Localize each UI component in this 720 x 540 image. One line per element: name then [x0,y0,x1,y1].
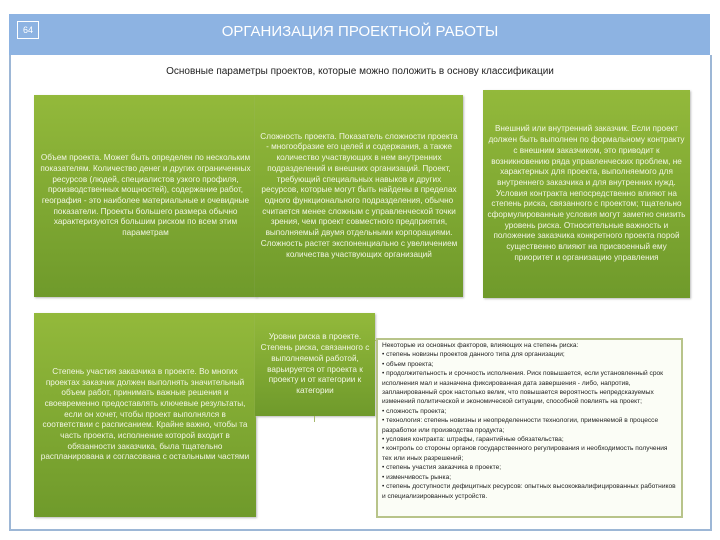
subtitle: Основные параметры проектов, которые можно положить в основу классификации [166,66,554,77]
box-risk-levels: Уровни риска в проекте. Степень риска, связанного с выполняемой работой, варьируется от проекта к проекту и от категории к категории [255,313,375,416]
box-customer-participation: Степень участия заказчика в проекте. Во многих проектах заказчик должен выполнять значительный объем работ, принимать важные решения и своевременно предоставлять ключевые результаты, если он хочет, чтобы проект выполнялся в соответствии с расписанием. Крайне важно, чтобы та часть проекта, исполнение которой входит в обязанности заказчика, была тщательно распланирована и согласована с остальными частями [34,313,256,517]
factor-item: • условия контракта: штрафы, гарантийные обязательства; [382,436,564,444]
factor-item: • объем проекта; [382,360,434,368]
factor-item: • степень доступности дефицитных ресурсов: опытных высококвалифицированных работников и специализированных устройств. [382,483,676,500]
box-project-volume: Объем проекта. Может быть определен по нескольким показателям. Количество денег и других ограниченных ресурсов (людей, специалистов узкого профиля, производственных мощностей), содержание работ, география - это наиболее материальные и очевидные показатели. Проекты большего размера обычно характеризуются большим риском по всем этим параметрам [34,95,257,297]
box-customer-type: Внешний или внутренний заказчик. Если проект должен быть выполнен по формальному контракту с внешним заказчиком, это приводит к возникновению ряда управленческих проблем, не характерных для проекта, выполняемого для внутреннего заказчика и для внутренних нужд. Условия контракта непосредственно влияют на степень риска, связанного с проектом; тщательно сформулированные условия могут заметно снизить уровень риска. Относительные важность и положение заказчика конкретного проекта порой существенно влияют на присвоенный ему приоритет и организацию управления [483,90,690,298]
factor-item: • продолжительность и срочность исполнения. Риск повышается, если установленный срок исполнения мал и назначена фиксированная дата завершения - либо, напротив, запланированный срок настолько велик, что повышается вероятность непредсказуемых изменений политической и экономической ситуации, способной повлиять на проект; [382,370,664,406]
factor-item: • степень участия заказчика в проекте; [382,464,502,472]
factor-item: • технология: степень новизны и неопределенности технологии, применяемой в процессе разработки или производства продукта; [382,417,659,434]
factor-item: • степень новизны проектов данного типа для организации; [382,351,565,359]
box-project-complexity: Сложность проекта. Показатель сложности проекта - многообразие его целей и содержания, а также количество участвующих в нем внутренних подразделений и внешних организаций. Проект, требующий специальных навыков и других ресурсов, которые могут быть найдены в пределах одного функционального подразделения, обычно считается менее сложным с управленческой точки зрения, чем проект совместного предприятия, выполняемый двумя отдельными корпорациями. Сложность растет экспоненциально с увеличением количества участвующих организаций [255,95,463,297]
factors-heading: Некоторые из основных факторов, влияющих на степень риска: [382,342,579,349]
page-title: ОРГАНИЗАЦИЯ ПРОЕКТНОЙ РАБОТЫ [221,23,499,40]
factor-item: • изменчивость рынка; [382,473,452,481]
page-number: 64 [17,21,39,39]
risk-factors-box [376,338,683,518]
factor-item: • сложность проекта; [382,407,447,415]
factor-item: • контроль со стороны органов государственного регулирования и необходимость получения тех или иных разрешений; [382,445,668,462]
connector [314,416,315,422]
